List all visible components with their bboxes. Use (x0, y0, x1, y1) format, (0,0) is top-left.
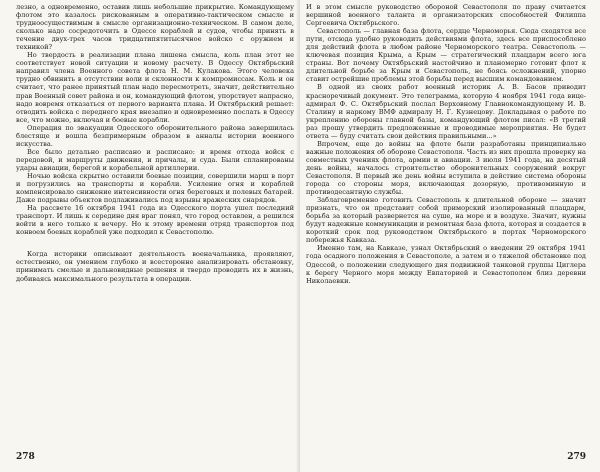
paragraph: Но твердость в реализации плана лишена смысла, коль план этот не соответствует новой ситуации и новому расчету. В Одессу Октябрьский направил члена Военного совета флота Н. М. Кулакова. Этого человека трудно обвинить в отсутствии воли и склонности к компромиссам. Коль и он считает, что ранее принятый план надо пересмотреть, значит, действительно прав Военный совет района и он, командующий флотом, упорствует напрасно, надо вовремя отказаться от первого варианта плана. И Октябрьский решает: отводить войска с переднего края внезапно и одновременно послать в Одессу все, что можно, включая и боевые корабли. (16, 51, 294, 124)
paragraph: Ночью войска скрытно оставили боевые позиции, совершили марш в порт и погрузились на транспорты и корабли. Усиление огня и кораблей компенсировало снижение интенсивности огня береговых и полевых батарей. Даже подрывы объектов подлаживались под взрывы вражеских снарядов. (16, 171, 294, 205)
left-page-text (16, 3, 294, 283)
paragraph: И в этом смысле руководство обороной Севастополя по праву считается вершиной военного таланта и организаторских способностей Филиппа Сергеевича Октябрьского. (306, 3, 586, 28)
right-page-text (306, 3, 586, 285)
page-number-left: 278 (16, 452, 35, 462)
paragraph: Севастополь — главная база флота, сердце Черноморья. Сюда сходятся все пути, отсюда удобно руководить действиями флота, здесь все приспособлено для действий флота в любом районе Черноморского театра. Севастополь — ключевая позиция Крыма, а Крым — стратегический плацдарм всего юга страны. Вот почему Октябрьский настойчиво и планомерно готовит флот к длительной борьбе за Крым и Севастополь, не боясь осложнений, упорно ставит острейшие проблемы этой борьбы перед высшим командованием. (306, 27, 586, 84)
section-break (16, 236, 294, 250)
paragraph: Операция по эвакуации Одесского оборонительного района завершилась блестяще и вошла безпримерным образом в анналы истории военного искусства. (16, 123, 294, 148)
paragraph: Впрочем, еще до войны на флоте были разработаны принципиально важные положения об обороне Севастополя. Часть из них прошла проверку на совместных учениях флота, армии и авиации. 3 июля 1941 года, на десятый день войны, началось строительство оборонительных сооружений вокруг Севастополя. В первый же день войны вступила в действие система обороны города со стороны моря, включающая дозорную, противоминную и противодесантную службы. (306, 139, 586, 197)
right-page (300, 0, 600, 472)
paragraph: В одной из своих работ военный историк А. В. Басов приводит красноречивый документ. Это телеграмма, которую 4 ноября 1941 года вице-адмирал Ф. С. Октябрьский послал Верховному Главнокомандующему И. В. Сталину и наркому ВМФ адмиралу Н. Г. Кузнецову. Докладывая о работе по укреплению обороны главной базы, командующий флотом писал: «В третий раз прошу утвердить предложенные и проводимые мероприятия. Не будет ответа — буду считать свои действия правильными...» (306, 83, 586, 140)
paragraph: Все было детально расписано и расписано: и время отхода войск с передовой, и маршруты движения, и причалы, и суда. Были спланированы удары авиации, берегой и корабельной артиллерии. (16, 147, 294, 172)
paragraph: На рассвете 16 октября 1941 года из Одесского порта ушел последний транспорт. И лишь к середине дня враг понял, что город оставлен, а решился войти в него только к вечеру. Но к этому времени отряд транспортов под конвоем боевых кораблей уже подходил к Севастополю. (16, 204, 294, 237)
paragraph: Именно там, на Кавказе, узнал Октябрьский о введении 29 октября 1941 года осадного положения в Севастополе, а затем и о тяжелой обстановке под Одессой, о положении следующего дня подвижной танковой группы Циглера к берегу Черного моря между Евпаторией и Севастополем близ деревни Николаевки. (306, 244, 586, 285)
paragraph: лезно, а одновременно, оставив лишь небольшие прикрытие. Командующему флотом это казалось рискованным в оперативно-тактическом смысле и трудноосуществимым в смысле организационно-техническом. В самом деле, сколько надо сосредоточить в Одессе кораблей и судов, чтобы принять в течение двух-трех часов тридцатипятитысячное войско с оружием и техникой? (16, 3, 294, 52)
page-number-right: 279 (567, 452, 586, 462)
paragraph: Заблаговременно готовить Севастополь к длительной обороне — значит признать, что он представит собой приморский изолированный плацдарм, борьба за который развернется на суше, на море и в воздухе. Значит, нужны будут надежные коммуникации и ремонтная база флота, которая и создается в короткий срок под руководством Октябрьского в портах Черноморского побережья Кавказа. (306, 196, 586, 245)
paragraph: Когда историки описывают деятельность военачальника, проявляют, естественно, он умением глубоко и всесторонне анализировать обстановку, принимать смелые и дальновидные решения и твердо проводить их в жизнь, добиваясь максимального результата в операции. (16, 250, 294, 283)
